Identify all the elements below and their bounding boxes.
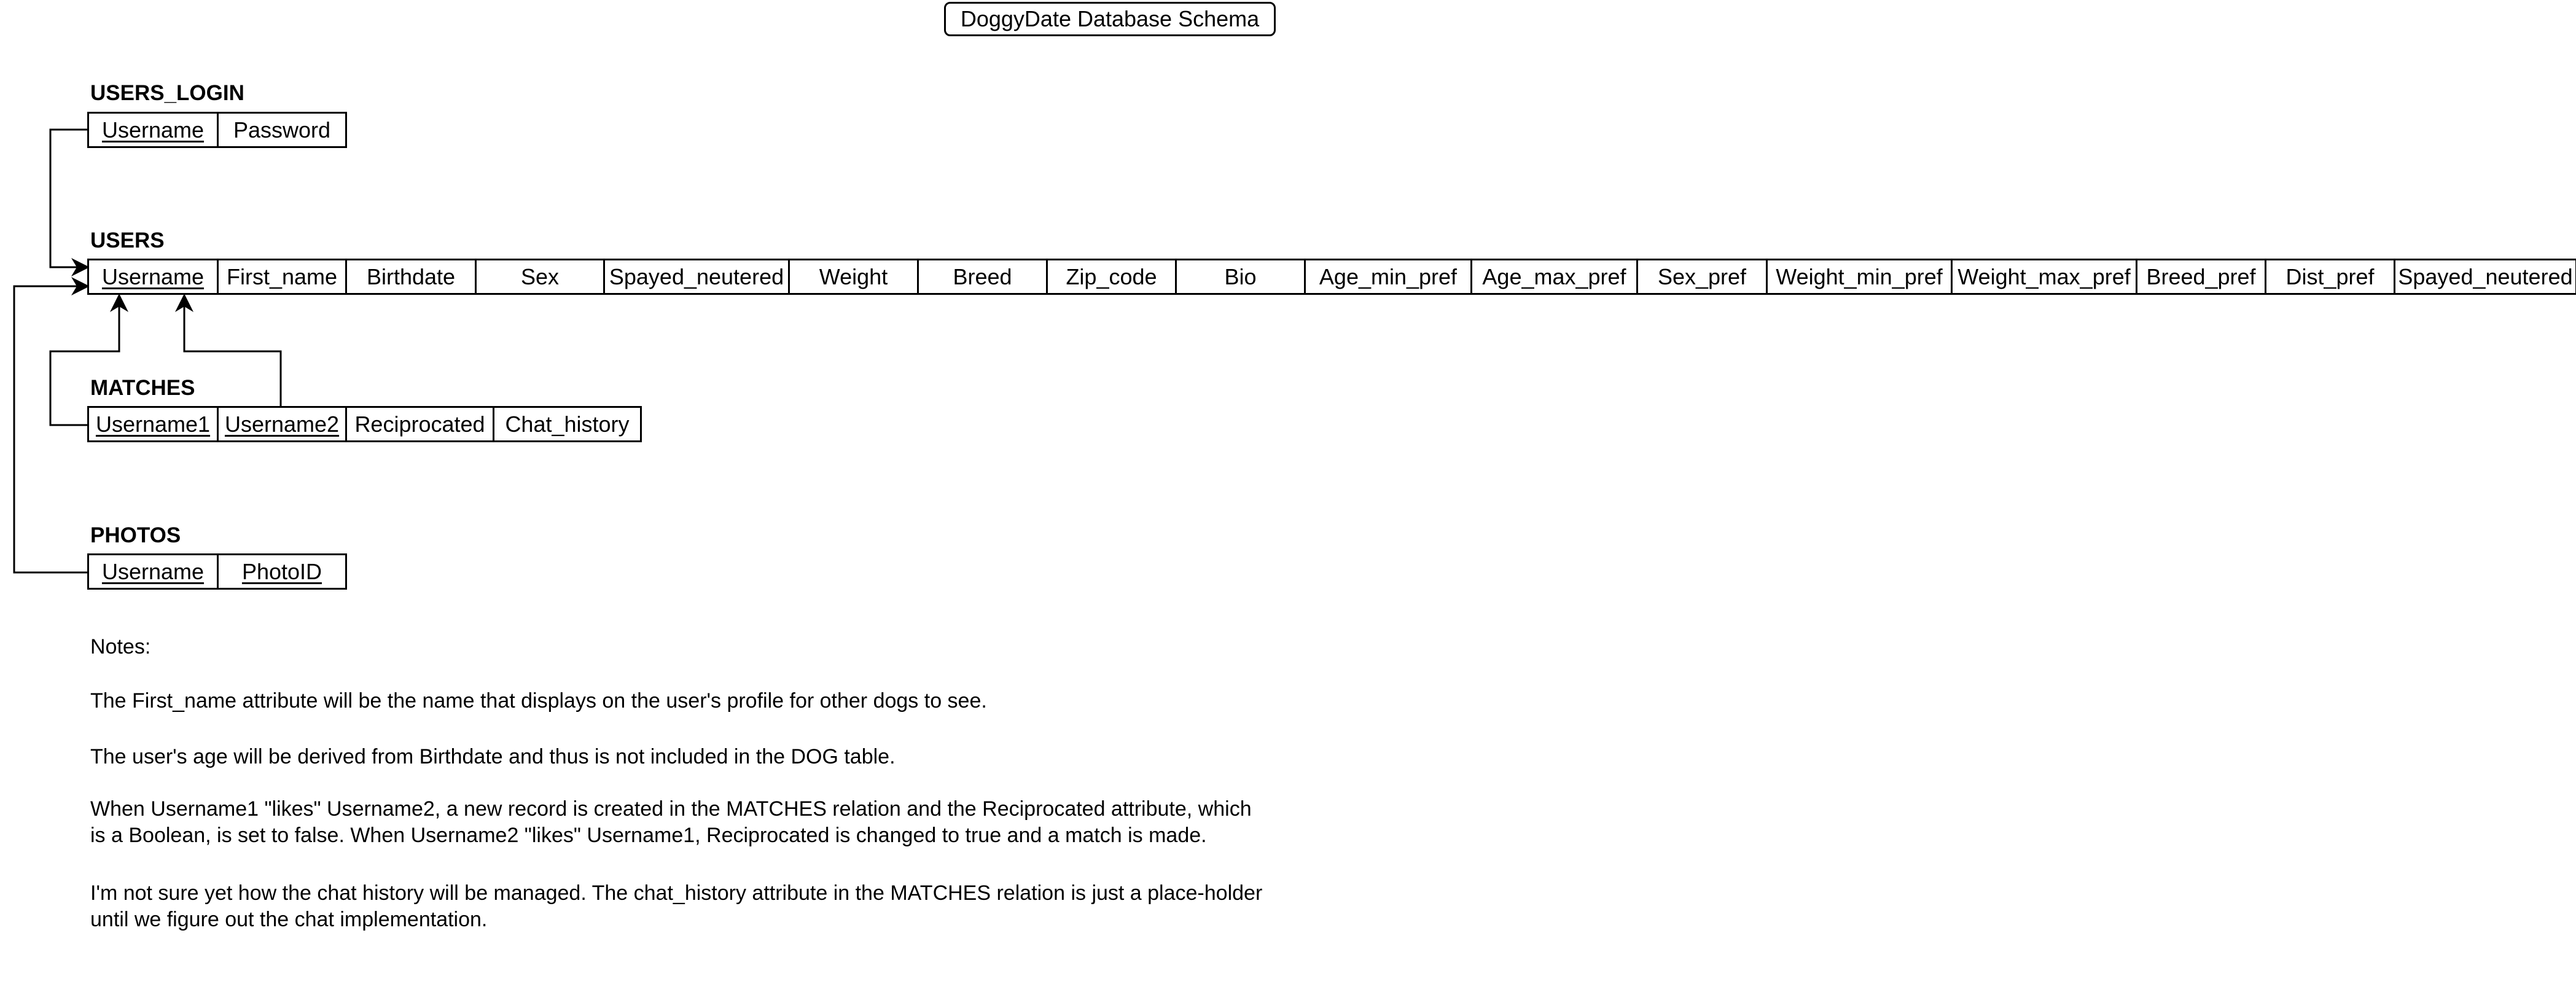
- users-breed-pref-column[interactable]: Breed_pref: [2137, 260, 2266, 293]
- users-birthdate-column[interactable]: Birthdate: [347, 260, 477, 293]
- matches-table: [87, 406, 642, 442]
- users-weight-column[interactable]: Weight: [790, 260, 919, 293]
- photos-to-users-link: [14, 286, 88, 572]
- users-age-max-pref-column[interactable]: Age_max_pref: [1472, 260, 1638, 293]
- users-weight-max-pref-column[interactable]: Weight_max_pref: [1953, 260, 2137, 293]
- users-login-to-users-link: [50, 130, 88, 267]
- users-login-username-column[interactable]: Username: [89, 114, 219, 146]
- notes-heading: Notes:: [90, 635, 151, 658]
- matches-chat-history-column[interactable]: Chat_history: [494, 408, 642, 440]
- photos-photoid-column[interactable]: PhotoID: [219, 555, 347, 588]
- note-chat-line-2: until we figure out the chat implementation.: [90, 908, 488, 931]
- diagram-title[interactable]: DoggyDate Database Schema: [944, 2, 1276, 36]
- users-login-password-column[interactable]: Password: [219, 114, 347, 146]
- note-chat-line-1: I'm not sure yet how the chat history will be managed. The chat_history attribute in the MATCHES relation is just a place-holder: [90, 881, 1263, 905]
- users-spayed-neutered-column[interactable]: Spayed_neutered: [605, 260, 790, 293]
- note-age: The user's age will be derived from Birthdate and thus is not included in the DOG table.: [90, 745, 896, 768]
- note-matches-line-1: When Username1 "likes" Username2, a new record is created in the MATCHES relation and the Reciprocated attribute, which: [90, 797, 1252, 821]
- photos-username-column[interactable]: Username: [89, 555, 219, 588]
- note-first-name: The First_name attribute will be the name that displays on the user's profile for other dogs to see.: [90, 689, 987, 713]
- users-zip-code-column[interactable]: Zip_code: [1048, 260, 1177, 293]
- users-weight-min-pref-column[interactable]: Weight_min_pref: [1768, 260, 1953, 293]
- users-breed-column[interactable]: Breed: [919, 260, 1048, 293]
- matches-reciprocated-column[interactable]: Reciprocated: [347, 408, 494, 440]
- users-login-table: [87, 112, 347, 148]
- matches-username2-column[interactable]: Username2: [219, 408, 347, 440]
- users-login-table-name: USERS_LOGIN: [90, 81, 244, 105]
- users-dist-pref-column[interactable]: Dist_pref: [2266, 260, 2395, 293]
- users-sex-column[interactable]: Sex: [477, 260, 605, 293]
- photos-table-name: PHOTOS: [90, 523, 181, 547]
- users-username-column[interactable]: Username: [89, 260, 219, 293]
- users-spayed-neutered-pref-column[interactable]: Spayed_neutered: [2395, 260, 2576, 293]
- matches-table-name: MATCHES: [90, 376, 195, 400]
- note-matches-line-2: is a Boolean, is set to false. When Username2 "likes" Username1, Reciprocated is changed to true and a match is made.: [90, 824, 1207, 847]
- photos-table: [87, 553, 347, 590]
- users-sex-pref-column[interactable]: Sex_pref: [1638, 260, 1768, 293]
- users-table: [87, 259, 2576, 295]
- users-bio-column[interactable]: Bio: [1177, 260, 1306, 293]
- users-first-name-column[interactable]: First_name: [219, 260, 347, 293]
- users-age-min-pref-column[interactable]: Age_min_pref: [1306, 260, 1472, 293]
- matches-username1-column[interactable]: Username1: [89, 408, 219, 440]
- users-table-name: USERS: [90, 228, 165, 252]
- matches-username2-link: [184, 295, 281, 407]
